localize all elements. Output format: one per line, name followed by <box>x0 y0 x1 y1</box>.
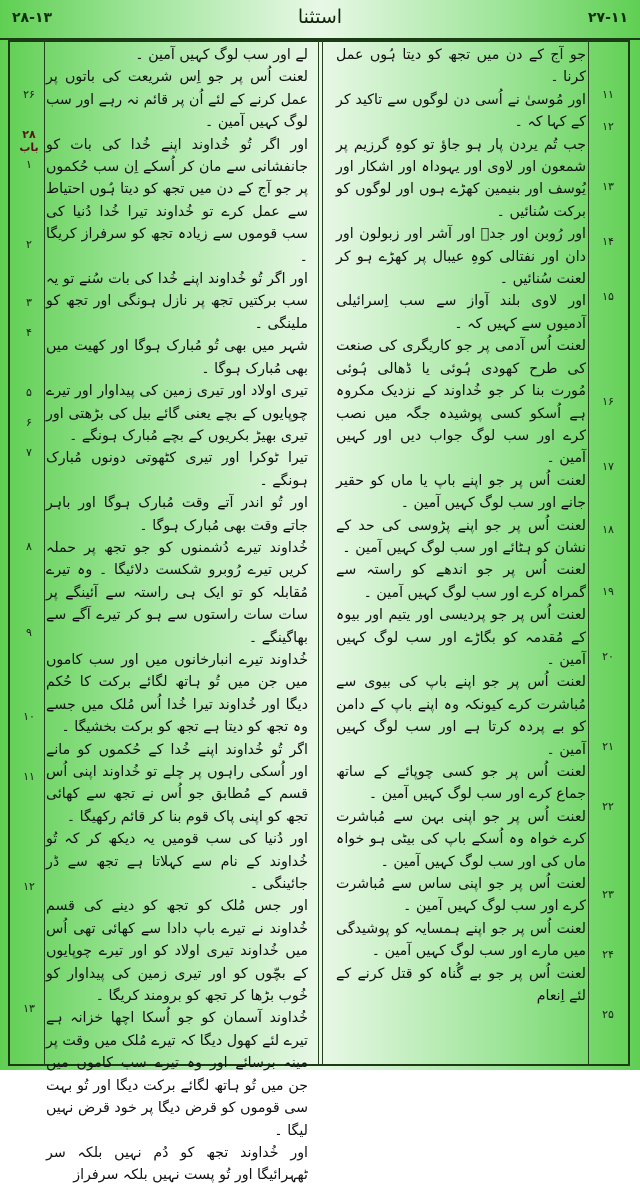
verse-text: اور خُداوند تجھ کو دُم نہیں بلکہ سر ٹھہرائیگا اور تُو پست نہیں بلکہ سرفراز <box>46 1144 308 1184</box>
verse-number: ۱ <box>26 158 32 171</box>
verse-text: لعنت اُس پر جو اپنے ہمسایہ کو پوشیدگی میں مارے اور سب لوگ کہیں آمین ۔ <box>336 920 586 960</box>
verse-text: اور دُنیا کی سب قومیں یہ دیکھ کر کہ تُو خُداوند کے نام سے کہلاتا ہے تجھ سے ڈر جائینگی ۔ <box>46 831 308 893</box>
verse-number: ۳ <box>26 296 32 309</box>
verse-number: ۴ <box>26 326 32 339</box>
verse-number: ۲۵ <box>602 1008 614 1021</box>
verse-text: لعنت اُس پر جو اپنے باپ کی بیوی سے مُباشرت کرے کیونکہ وہ اپنے باپ کے دامن کو بے پردہ کرتا ہے اور سب لوگ کہیں آمین ۔ <box>336 674 586 758</box>
right-chapter-ref: ۲۷-۱۱ <box>588 10 628 26</box>
verse-number: ۷ <box>26 446 32 459</box>
verse-number: ۲۳ <box>602 888 614 901</box>
verse-text: اور اگر تُو خُداوند اپنے خُدا کی بات سُنے تو یہ سب برکتیں تجھ پر نازل ہونگی اور تجھ کو ملینگی ۔ <box>46 271 308 332</box>
verse-text: خُداوند آسمان کو جو اُسکا اچھا خزانہ ہے تیرے لئے کھول دیگا کہ تیرے مُلک میں وقت پر مینہ برسائے اور وہ تیرے سب کاموں میں جن میں تُو ہاتھ لگائے برکت دیگا اور تُو بہت سی قوموں کو قرض دیگا پر خود قرض نہیں لیگا ۔ <box>46 1010 308 1139</box>
verse-number: ۱۰ <box>23 710 35 723</box>
verse-number: ۹ <box>26 626 32 639</box>
right-column <box>336 44 586 1007</box>
verse-text: لعنت اُس پر جو بے گُناہ کو قتل کرنے کے لئے اِنعام <box>336 965 586 1005</box>
verse-text: اور مُوسیٰ نے اُسی دن لوگوں سے تاکید کر کے کہا کہ ۔ <box>336 91 586 131</box>
verse-number: ۶ <box>26 416 32 429</box>
left-chapter-ref: ۲۸-۱۳ <box>12 10 52 26</box>
left-column <box>46 44 308 1187</box>
verse-number: ۸ <box>26 540 32 553</box>
verse-number: ۱۹ <box>602 585 614 598</box>
chapter-marker: ۲۸ باب <box>19 128 39 154</box>
verse-text: لعنت اُس پر جو اِس شریعت کی باتوں پر عمل کرنے کے لئے اُن پر قائم نہ رہے اور سب لوگ کہیں آمین ۔ <box>46 69 308 131</box>
verse-text: لے اور سب لوگ کہیں آمین ۔ <box>135 47 308 63</box>
verse-text: لعنت اُس پر جو پردیسی اور یتیم اور بیوہ کے مُقدمہ کو بگاڑے اور سب لوگ کہیں آمین ۔ <box>336 607 586 668</box>
verse-number: ۱۶ <box>602 395 614 408</box>
verse-text: تیری اولاد اور تیری زمین کی پیداوار اور تیرے چوپایوں کے بچے یعنی گائے بیل کی بڑھتی اور تیری بھیڑ بکریوں کے بچے مُبارک ہونگے ۔ <box>46 383 308 444</box>
verse-text: اور اگر تُو خُداوند اپنے خُدا کی بات کو جانفشانی سے مان کر اُسکے اِن سب حُکموں پر جو آج کے دن میں تجھ کو دیتا ہُوں احتیاط سے عمل کرے تو خُداوند تیرا خُدا دُنیا کی سب قوموں سے زیادہ تجھ کو سرفراز کریگا ۔ <box>46 136 308 265</box>
verse-number: ۲ <box>26 238 32 251</box>
verse-number: ۱۴ <box>602 235 614 248</box>
verse-text: اور رُوبن اور جدؔ اور آشر اور زبولون اور دان اور نفتالی کوہِ عیبال پر کھڑے ہو کر لعنت سُنائیں ۔ <box>336 226 586 288</box>
book-title: استثنا <box>297 6 343 28</box>
verse-text: لعنت اُس آدمی پر جو کاریگری کی صنعت کی طرح کھودی ہُوئی یا ڈھالی ہُوئی مُورت بنا کر جو خُداوند کے نزدیک مکروہ ہے اُسکو کسی پوشیدہ جگہ میں نصب کرے اور سب لوگ جواب دیں اور کہیں آمین ۔ <box>336 338 586 467</box>
verse-text: لعنت اُس پر جو کسی چوپائے کے ساتھ جماع کرے اور سب لوگ کہیں آمین ۔ <box>336 764 586 803</box>
verse-text: جو آج کے دن میں تجھ کو دیتا ہُوں عمل کرنا ۔ <box>336 47 586 86</box>
verse-text: لعنت اُس پر جو اپنی ساس سے مُباشرت کرے اور سب لوگ کہیں آمین ۔ <box>336 876 586 915</box>
verse-text: لعنت اُس پر جو اپنے باپ یا ماں کو حقیر جانے اور سب لوگ کہیں آمین ۔ <box>336 472 586 512</box>
verse-number: ۱۲ <box>23 880 35 893</box>
verse-text: اور جس مُلک کو تجھ کو دینے کی قسم خُداوند نے تیرے باپ دادا سے کھائی تھی اُس میں خُداوند تیری اولاد کو اور تیرے چوپایوں کے بچّوں کو اور تیری زمین کی پیداوار کو خُوب بڑھا کر تجھ کو برومند کریگا ۔ <box>46 898 308 1005</box>
verse-number: ۱۳ <box>602 180 614 193</box>
verse-text: تیرا ٹوکرا اور تیری کٹھوتی دونوں مُبارک ہونگے ۔ <box>46 450 308 489</box>
verse-number: ۲۶ <box>23 88 35 101</box>
verse-number: ۵ <box>26 386 32 399</box>
verse-number: ۱۱ <box>602 88 614 101</box>
verse-text: جب تُم یردن پار ہو جاؤ تو کوہِ گرزیم پر شمعون اور لاوی اور یہوداہ اور اشکار اور یُوسف اور بنیمین کھڑے ہوں اور لوگوں کو برکت سُنائیں ۔ <box>336 136 586 220</box>
verse-number: ۲۴ <box>602 948 614 961</box>
verse-text: اور تُو اندر آتے وقت مُبارک ہوگا اور باہر جاتے وقت بھی مُبارک ہوگا ۔ <box>46 495 308 534</box>
verse-text: لعنت اُس پر جو اپنے پڑوسی کی حد کے نشان کو ہٹائے اور سب لوگ کہیں آمین ۔ <box>336 517 586 556</box>
column-divider-inner <box>322 40 323 1066</box>
verse-text: اور لاوی بلند آواز سے سب اِسرائیلی آدمیوں سے کہیں کہ ۔ <box>336 293 586 332</box>
verse-number: ۲۱ <box>602 740 614 753</box>
verse-number: ۱۸ <box>602 523 614 536</box>
verse-number: ۱۵ <box>602 290 614 303</box>
page-header <box>0 0 640 40</box>
verse-number: ۱۲ <box>602 120 614 133</box>
verse-text: اگر تُو خُداوند اپنے خُدا کے حُکموں کو مانے اور اُسکی راہوں پر چلے تو خُداوند اپنی اُس قسم کے مُطابق جو اُس نے تجھ سے کھائی تجھ کو اپنی پاک قوم بنا کر قائم رکھیگا ۔ <box>46 741 308 825</box>
verse-text: لعنت اُس پر جو اپنی بہن سے مُباشرت کرے خواہ وہ اُسکے باپ کی بیٹی ہو خواہ ماں کی اور سب لوگ کہیں آمین ۔ <box>336 808 586 870</box>
verse-text: خُداوند تیرے انبارخانوں میں اور سب کاموں میں جن میں تُو ہاتھ لگائے برکت کا حُکم دیگا اور خُداوند تیرا خُدا اُس مُلک میں جسے وہ تجھ کو دیتا ہے تجھ کو برکت بخشیگا ۔ <box>46 651 308 736</box>
left-margin-rule <box>44 40 45 1066</box>
verse-number: ۱۱ <box>23 770 35 783</box>
verse-text: لعنت اُس پر جو اندھے کو راستہ سے گمراہ کرے اور سب لوگ کہیں آمین ۔ <box>336 562 586 601</box>
verse-number: ۱۳ <box>23 1002 35 1015</box>
column-divider <box>318 40 319 1066</box>
verse-number: ۱۷ <box>602 460 614 473</box>
verse-text: شہر میں بھی تُو مُبارک ہوگا اور کھیت میں بھی مُبارک ہوگا ۔ <box>46 338 308 377</box>
verse-number: ۲۰ <box>602 650 614 663</box>
verse-number: ۲۲ <box>602 800 614 813</box>
verse-text: خُداوند تیرے دُشمنوں کو جو تجھ پر حملہ کریں تیرے رُوبرو شکست دلائیگا ۔ وہ تیرے مُقابلہ کو تو ایک ہی راستہ سے آئینگے پر سات سات راستوں سے ہو کر تیرے آگے سے بھاگینگے ۔ <box>46 539 308 646</box>
right-margin-rule <box>588 40 589 1066</box>
